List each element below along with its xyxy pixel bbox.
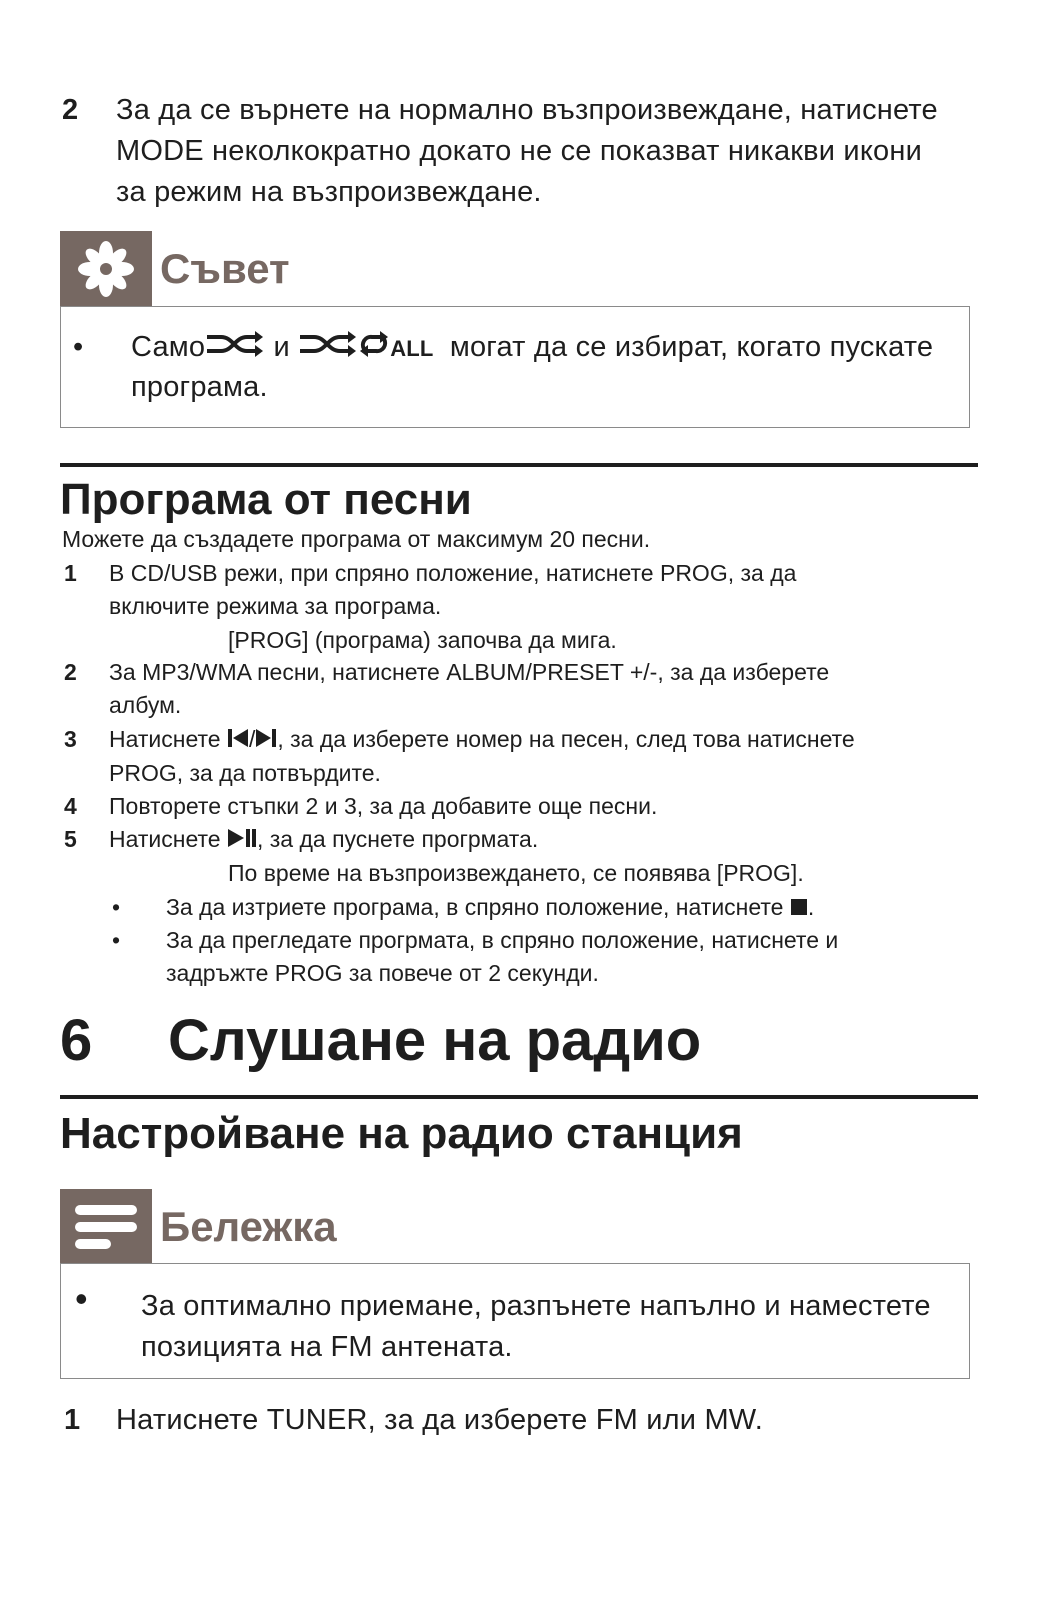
tip-box-title: Съвет [160,245,290,292]
note-lines-icon [60,1189,152,1265]
chapter-title: Слушане на радио [168,1008,702,1073]
tip-pre: Само [131,331,206,363]
bullet-text: За да прегледате прогрмата, в спряно положение, натиснете и [166,927,839,953]
bullet-item [166,924,986,990]
previous-track-icon [227,724,249,757]
step-pre: Натиснете [109,726,221,752]
program-intro: Можете да създадете програма от максимум 20 песни. [62,526,651,552]
intro-line-3: за режим на възпроизвеждане. [116,176,542,208]
stop-icon [790,892,808,925]
program-step-2 [109,656,989,722]
note-bullet: • [75,1278,88,1319]
shuffle-icon [205,328,265,369]
final-step-text: Натиснете TUNER, за да изберете FM или MW. [116,1404,764,1436]
chapter-number: 6 [60,1008,93,1073]
bullet-text: За да изтриете програма, в спряно положение, натиснете [166,894,784,920]
step-line: За MP3/WMA песни, натиснете ALBUM/PRESET +/-, за да изберете [109,659,830,685]
bullet-mark: • [112,894,121,920]
tip-bullet: • [73,331,84,363]
section-rule [60,463,978,467]
program-step-3 [109,723,999,790]
step-number: 5 [64,826,77,852]
step-number: 2 [64,659,77,685]
note-box-title: Бележка [160,1203,337,1250]
shuffle-icon [298,328,358,369]
bullet-end: . [807,894,815,920]
note-box-body [60,1263,970,1379]
tip-line-1 [131,327,961,369]
note-line-1: За оптимално приемане, разпънете напълно и наместете [141,1290,931,1322]
section-rule [60,1095,978,1099]
step-number: 2 [62,94,79,126]
step-number: 3 [64,726,77,752]
step-line: албум. [109,692,182,718]
repeat-icon [358,328,390,369]
program-step-1 [109,557,979,623]
tune-section-heading: Настройване на радио станция [60,1109,743,1158]
play-pause-icon [227,824,257,857]
bullet-text: задръжте PROG за повече от 2 секунди. [166,960,599,986]
step-sep: / [248,726,256,752]
intro-line-1: За да се върнете на нормално възпроизвеждане, натиснете [116,94,938,126]
intro-step-text [116,90,986,213]
step-result: По време на възпроизвеждането, се появява [PROG]. [228,860,804,886]
intro-line-2: MODE неколкократно докато не се показват никакви икони [116,135,922,167]
step-pre: Натиснете [109,826,221,852]
step-post: , за да пуснете прогрмата. [256,826,539,852]
tip-mid: и [273,331,290,363]
step-post: , за да изберете номер на песен, след това натиснете [277,726,855,752]
repeat-all-label: ALL [390,336,434,361]
program-step-5 [109,823,538,857]
program-step-4: Повторете стъпки 2 и 3, за да добавите още песни. [109,793,658,819]
step-line: включите режима за програма. [109,593,442,619]
tip-box-header [60,231,290,307]
tip-post: могат да се избират, когато пускате [449,331,934,363]
step-line: PROG, за да потвърдите. [109,760,381,787]
bullet-mark: • [112,927,121,953]
step-number: 1 [64,1404,81,1436]
step-line: В CD/USB режи, при спряно положение, натиснете PROG, за да [109,560,797,586]
step-result: [PROG] (програма) започва да мига. [228,627,617,653]
program-section-heading: Програма от песни [60,475,472,524]
next-track-icon [255,724,277,757]
note-text [141,1286,961,1368]
step-number: 1 [64,560,77,586]
tip-box-body [60,306,970,428]
bullet-item [166,891,814,925]
step-line [109,723,999,757]
step-number: 4 [64,793,77,819]
note-line-2: позицията на FM антената. [141,1331,513,1363]
tip-line-2: програма. [131,371,268,403]
note-box-header [60,1189,337,1265]
asterisk-icon [60,231,152,307]
